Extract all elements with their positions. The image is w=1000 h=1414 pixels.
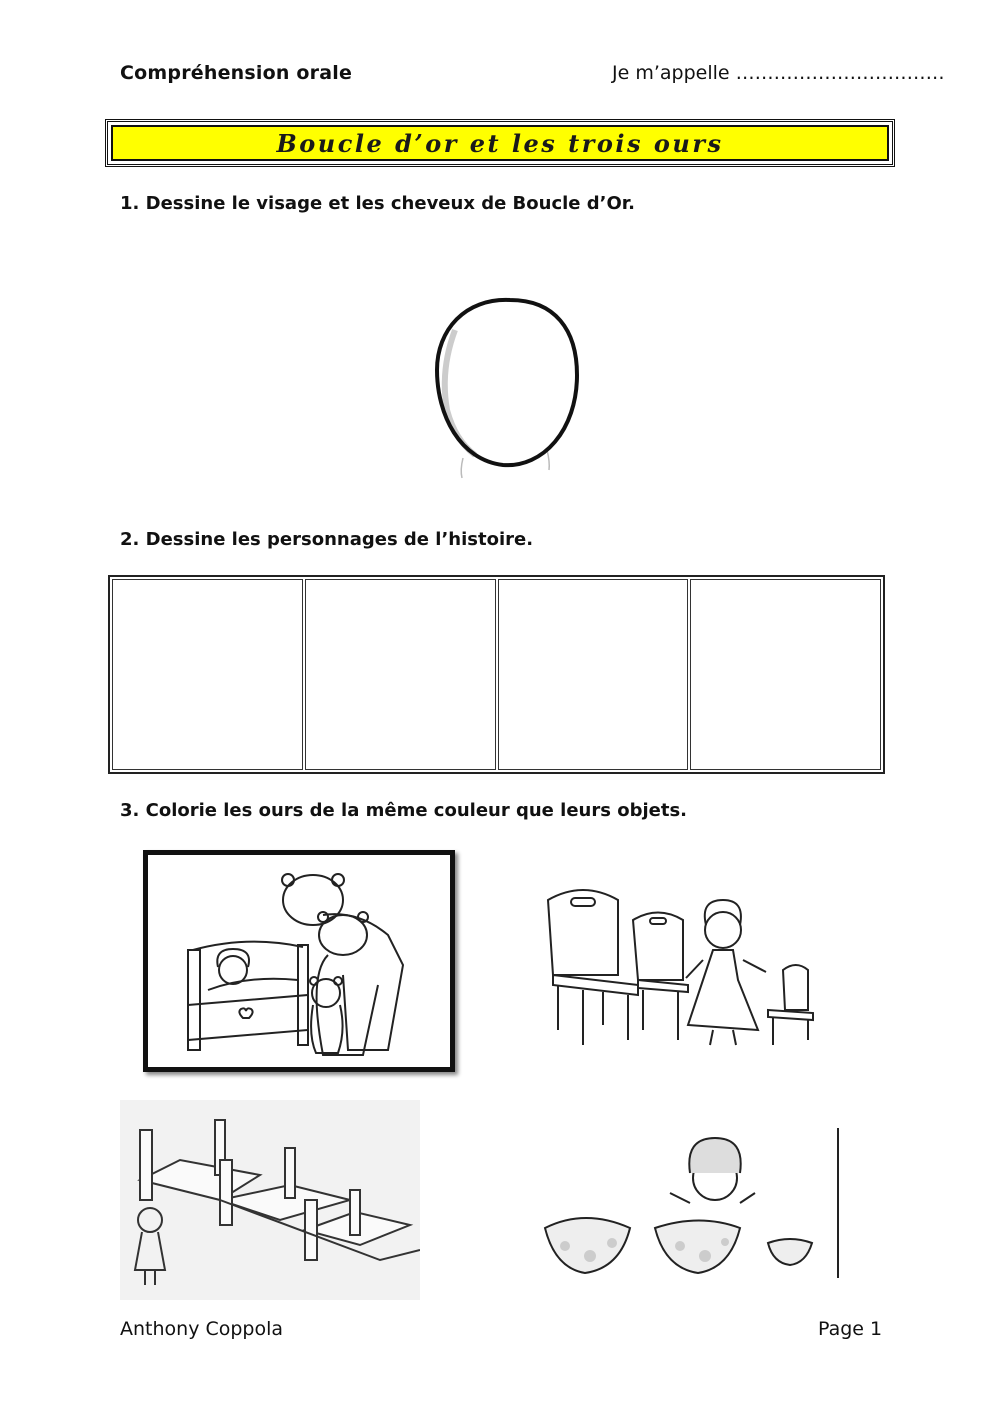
page-title: Boucle d’or et les trois ours [276,128,724,158]
header-title: Compréhension orale [120,62,353,84]
bears-at-bed-illustration [143,850,455,1072]
chairs-illustration [538,880,828,1055]
porridge-bowls-illustration [540,1128,840,1280]
footer-author: Anthony Coppola [120,1318,284,1340]
drawing-grid [108,575,885,774]
three-beds-illustration [120,1100,420,1300]
drawing-box[interactable] [690,579,881,770]
question-1: 1. Dessine le visage et les cheveux de Boucle d’Or. [120,193,635,214]
title-banner [105,119,895,167]
drawing-box[interactable] [112,579,303,770]
face-outline-drawing [425,290,595,480]
name-field-label: Je m’appelle …………………………… [612,62,945,84]
drawing-box[interactable] [305,579,496,770]
title-banner-fill [111,125,889,161]
drawing-box[interactable] [498,579,689,770]
footer-page-number: Page 1 [818,1318,883,1340]
question-2: 2. Dessine les personnages de l’histoire. [120,529,534,550]
question-3: 3. Colorie les ours de la même couleur que leurs objets. [120,800,687,821]
